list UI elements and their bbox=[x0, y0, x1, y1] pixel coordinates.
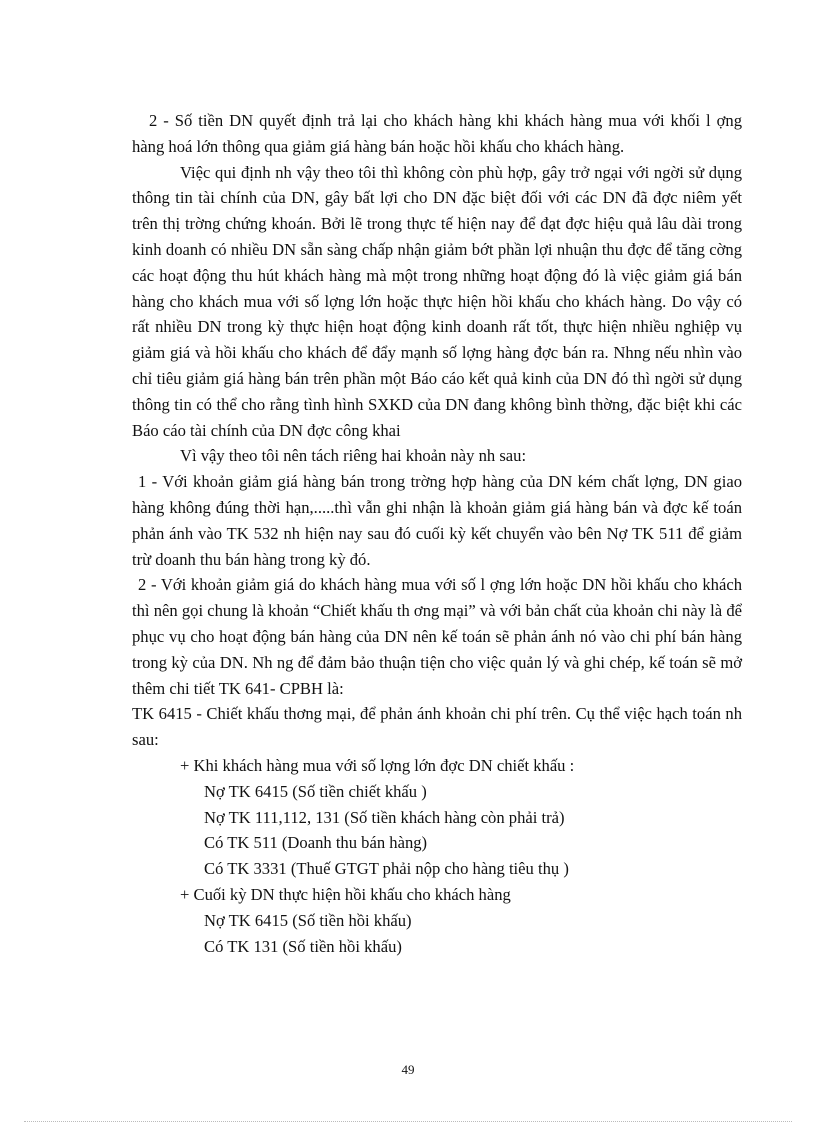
footer-divider bbox=[24, 1121, 792, 1122]
paragraph-proposal-intro: Vì vậy theo tôi nên tách riêng hai khoản này nh sau: bbox=[180, 446, 527, 466]
journal-line: Nợ TK 6415 (Số tiền chiết khấu ) bbox=[204, 781, 427, 801]
paragraph-tk-6415: TK 6415 - Chiết khấu thơng mại, để phản ánh khoản chi phí trên. Cụ thể việc hạch toán nh sau: bbox=[132, 704, 742, 750]
journal-line: Có TK 511 (Doanh thu bán hàng) bbox=[204, 833, 428, 853]
paragraph-proposal-2: 2 - Với khoản giảm giá do khách hàng mua với số l ợng lớn hoặc DN hồi khấu cho khách thì nên gọi chung là khoản “Chiết khấu th ơng mại” và với bản chất của khoản chi này là để phục vụ cho hoạt động bán hàng của DN nên kế toán sẽ phản ánh nó vào chi phí bán hàng trong kỳ của DN. Nh ng để đảm bảo thuận tiện cho việc quản lý và ghi chép, kế toán sẽ mở thêm chi tiết TK 641- CPBH là: bbox=[132, 575, 742, 698]
journal-line: Nợ TK 6415 (Số tiền hồi khấu) bbox=[204, 910, 412, 930]
journal-line: Nợ TK 111,112, 131 (Số tiền khách hàng còn phải trả) bbox=[204, 807, 565, 827]
paragraph-point-2: 2 - Số tiền DN quyết định trả lại cho khách hàng khi khách hàng mua với khối l ợng hàng hoá lớn thông qua giảm giá hàng bán hoặc hồi khấu cho khách hàng. bbox=[132, 111, 742, 156]
journal-heading: + Cuối kỳ DN thực hiện hồi khấu cho khách hàng bbox=[180, 884, 511, 904]
page-number: 49 bbox=[401, 1062, 415, 1077]
journal-line: Có TK 131 (Số tiền hồi khấu) bbox=[204, 936, 402, 956]
paragraph-argument: Việc qui định nh vậy theo tôi thì không còn phù hợp, gây trở ngại với ngời sử dụng thông tin tài chính của DN, gây bất lợi cho DN đặc biệt đối với các DN đã đợc niêm yết trên thị trờng chứng khoán. Bởi lẽ trong thực tế hiện nay để đạt đợc hiệu quả lâu dài trong kinh doanh có nhiều DN sẵn sàng chấp nhận giảm bớt phần lợi nhuận thu đợc để tăng cờng các hoạt động thu hút khách hàng mà một trong những hoạt động đó là việc giảm giá bán hàng cho khách mua với số lợng lớn hoặc thực hiện hồi khấu cho khách hàng. Do vậy có rất nhiều DN trong kỳ thực hiện hoạt động kinh doanh rất tốt, thực hiện nhiều nghiệp vụ giảm giá và hồi khấu cho khách để đẩy mạnh số lợng hàng đợc bán ra. Nhng nếu nhìn vào chỉ tiêu giảm giá hàng bán trên phần một Báo cáo kết quả kinh của DN đó thì ngời sử dụng thông tin có thể cho rằng tình hình SXKD của DN đang không bình thờng, đặc biệt khi các Báo cáo tài chính của DN đợc công khai bbox=[132, 162, 742, 440]
body-text bbox=[132, 108, 742, 959]
journal-heading: + Khi khách hàng mua với số lợng lớn đợc DN chiết khấu : bbox=[180, 755, 575, 775]
paragraph-proposal-1: 1 - Với khoản giảm giá hàng bán trong trờng hợp hàng của DN kém chất lợng, DN giao hàng không đúng thời hạn,.....thì vẫn ghi nhận là khoản giảm giá hàng bán và đợc kế toán phản ánh vào TK 532 nh hiện nay sau đó cuối kỳ kết chuyển vào bên Nợ TK 511 để giảm trừ doanh thu bán hàng trong kỳ đó. bbox=[132, 472, 742, 569]
journal-line: Có TK 3331 (Thuế GTGT phải nộp cho hàng tiêu thụ ) bbox=[204, 859, 569, 879]
